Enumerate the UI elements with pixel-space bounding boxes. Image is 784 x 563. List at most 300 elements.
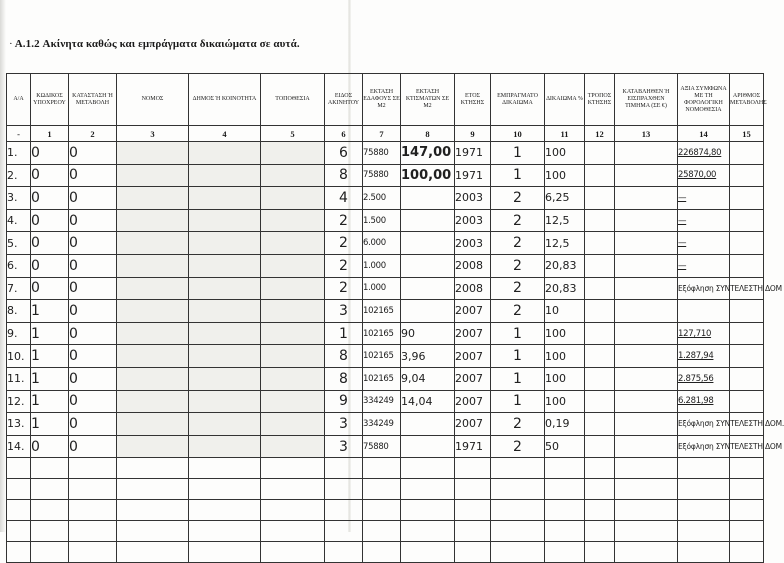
- row-number: 13.: [7, 413, 31, 436]
- municipality-cell: [189, 277, 261, 300]
- column-number: 10: [491, 126, 545, 142]
- prefecture-cell: [117, 254, 189, 277]
- location-cell: [261, 209, 325, 232]
- real-right-cell: 2: [491, 413, 545, 436]
- obligor-code: 0: [31, 164, 69, 187]
- empty-cell: [585, 542, 615, 563]
- empty-cell: [7, 542, 31, 563]
- empty-cell: [678, 542, 730, 563]
- land-area-cell: 102165: [363, 345, 401, 368]
- obligor-code: 1: [31, 345, 69, 368]
- empty-cell: [545, 521, 585, 542]
- empty-cell: [325, 500, 363, 521]
- building-area-cell: [401, 277, 455, 300]
- column-number: 3: [117, 126, 189, 142]
- empty-row: [7, 479, 764, 500]
- table-row: [7, 164, 764, 187]
- empty-cell: [363, 479, 401, 500]
- price-cell: [615, 209, 678, 232]
- acquisition-method-cell: [585, 435, 615, 458]
- price-cell: [615, 390, 678, 413]
- header-row: [7, 74, 764, 126]
- status-cell: 0: [69, 367, 117, 390]
- row-number: 10.: [7, 345, 31, 368]
- empty-cell: [31, 479, 69, 500]
- location-cell: [261, 435, 325, 458]
- column-header: ΔΙΚΑΙΩΜΑ %: [545, 74, 585, 126]
- column-header: ΚΑΤΑΒΛΗΘΕΝ Ή ΕΙΣΠΡΑΧΘΕΝ ΤΙΜΗΜΑ (ΣΕ €): [615, 74, 678, 126]
- empty-cell: [615, 479, 678, 500]
- empty-cell: [69, 500, 117, 521]
- tax-value-cell: 127,710: [678, 322, 730, 345]
- price-cell: [615, 232, 678, 255]
- right-percent-cell: 100: [545, 164, 585, 187]
- column-header: ΤΡΟΠΟΣ ΚΤΗΣΗΣ: [585, 74, 615, 126]
- property-type-cell: 8: [325, 367, 363, 390]
- empty-cell: [69, 542, 117, 563]
- acquisition-year-cell: 2007: [455, 300, 491, 323]
- acquisition-method-cell: [585, 345, 615, 368]
- property-type-cell: 3: [325, 300, 363, 323]
- price-cell: [615, 277, 678, 300]
- property-type-cell: 6: [325, 142, 363, 165]
- price-cell: [615, 345, 678, 368]
- empty-cell: [325, 458, 363, 479]
- column-header: ΑΡΙΘΜΟΣ ΜΕΤΑΒΟΛΗΣ: [730, 74, 764, 126]
- empty-cell: [730, 479, 764, 500]
- empty-cell: [678, 521, 730, 542]
- empty-cell: [7, 479, 31, 500]
- right-percent-cell: 20,83: [545, 254, 585, 277]
- municipality-cell: [189, 254, 261, 277]
- obligor-code: 0: [31, 277, 69, 300]
- real-right-cell: 2: [491, 232, 545, 255]
- empty-row: [7, 542, 764, 563]
- empty-cell: [117, 500, 189, 521]
- land-area-cell: 334249: [363, 390, 401, 413]
- prefecture-cell: [117, 187, 189, 210]
- prefecture-cell: [117, 300, 189, 323]
- change-number-cell: [730, 209, 764, 232]
- price-cell: [615, 435, 678, 458]
- table-row: [7, 413, 764, 436]
- acquisition-year-cell: 1971: [455, 164, 491, 187]
- location-cell: [261, 322, 325, 345]
- acquisition-method-cell: [585, 367, 615, 390]
- acquisition-year-cell: 2008: [455, 277, 491, 300]
- empty-cell: [325, 479, 363, 500]
- empty-cell: [363, 521, 401, 542]
- change-number-cell: [730, 254, 764, 277]
- municipality-cell: [189, 209, 261, 232]
- real-right-cell: 1: [491, 345, 545, 368]
- table-row: [7, 187, 764, 210]
- obligor-code: 1: [31, 322, 69, 345]
- change-number-cell: [730, 164, 764, 187]
- municipality-cell: [189, 322, 261, 345]
- obligor-code: 0: [31, 187, 69, 210]
- row-number: 4.: [7, 209, 31, 232]
- tax-value-cell: 25870,00: [678, 164, 730, 187]
- empty-cell: [545, 479, 585, 500]
- empty-cell: [261, 521, 325, 542]
- empty-cell: [325, 521, 363, 542]
- building-area-cell: 147,00: [401, 142, 455, 165]
- change-number-cell: [730, 300, 764, 323]
- empty-cell: [585, 521, 615, 542]
- empty-cell: [117, 458, 189, 479]
- empty-cell: [401, 521, 455, 542]
- empty-cell: [363, 542, 401, 563]
- location-cell: [261, 232, 325, 255]
- land-area-cell: 1.500: [363, 209, 401, 232]
- empty-cell: [69, 521, 117, 542]
- empty-cell: [545, 542, 585, 563]
- empty-cell: [401, 542, 455, 563]
- property-type-cell: 2: [325, 232, 363, 255]
- status-cell: 0: [69, 142, 117, 165]
- property-type-cell: 2: [325, 277, 363, 300]
- column-number: 11: [545, 126, 585, 142]
- empty-cell: [491, 500, 545, 521]
- tax-value-cell: Εξόφληση ΣΥΝΤΕΛΕΣΤΗ ΔΟΜ: [678, 277, 730, 300]
- building-area-cell: [401, 209, 455, 232]
- status-cell: 0: [69, 413, 117, 436]
- column-number: 15: [730, 126, 764, 142]
- price-cell: [615, 254, 678, 277]
- location-cell: [261, 390, 325, 413]
- right-percent-cell: 100: [545, 345, 585, 368]
- empty-cell: [31, 458, 69, 479]
- municipality-cell: [189, 367, 261, 390]
- property-type-cell: 2: [325, 254, 363, 277]
- empty-cell: [491, 458, 545, 479]
- right-percent-cell: 100: [545, 322, 585, 345]
- municipality-cell: [189, 232, 261, 255]
- acquisition-year-cell: 2003: [455, 209, 491, 232]
- acquisition-year-cell: 2003: [455, 187, 491, 210]
- empty-cell: [615, 542, 678, 563]
- empty-cell: [615, 500, 678, 521]
- municipality-cell: [189, 345, 261, 368]
- empty-cell: [730, 500, 764, 521]
- column-number: 7: [363, 126, 401, 142]
- building-area-cell: 3,96: [401, 345, 455, 368]
- table-row: [7, 254, 764, 277]
- prefecture-cell: [117, 345, 189, 368]
- location-cell: [261, 142, 325, 165]
- obligor-code: 1: [31, 367, 69, 390]
- empty-cell: [117, 521, 189, 542]
- table-row: [7, 232, 764, 255]
- prefecture-cell: [117, 164, 189, 187]
- building-area-cell: 100,00: [401, 164, 455, 187]
- column-number-row: [7, 126, 764, 142]
- column-header: ΤΟΠΟΘΕΣΙΑ: [261, 74, 325, 126]
- empty-cell: [261, 479, 325, 500]
- status-cell: 0: [69, 232, 117, 255]
- tax-value-cell: 2.875,56: [678, 367, 730, 390]
- property-type-cell: 4: [325, 187, 363, 210]
- empty-cell: [730, 458, 764, 479]
- real-right-cell: 1: [491, 367, 545, 390]
- real-right-cell: 2: [491, 209, 545, 232]
- real-right-cell: 1: [491, 322, 545, 345]
- land-area-cell: 2.500: [363, 187, 401, 210]
- property-type-cell: 2: [325, 209, 363, 232]
- acquisition-year-cell: 1971: [455, 435, 491, 458]
- building-area-cell: [401, 413, 455, 436]
- real-right-cell: 2: [491, 277, 545, 300]
- location-cell: [261, 367, 325, 390]
- real-right-cell: 1: [491, 390, 545, 413]
- empty-cell: [491, 521, 545, 542]
- row-number: 5.: [7, 232, 31, 255]
- status-cell: 0: [69, 209, 117, 232]
- empty-cell: [189, 542, 261, 563]
- change-number-cell: [730, 142, 764, 165]
- prefecture-cell: [117, 277, 189, 300]
- empty-cell: [117, 542, 189, 563]
- prefecture-cell: [117, 232, 189, 255]
- empty-cell: [678, 500, 730, 521]
- location-cell: [261, 413, 325, 436]
- empty-cell: [585, 458, 615, 479]
- change-number-cell: [730, 390, 764, 413]
- empty-row: [7, 458, 764, 479]
- tax-value-cell: —: [678, 187, 730, 210]
- empty-row: [7, 521, 764, 542]
- acquisition-year-cell: 2008: [455, 254, 491, 277]
- column-number: 9: [455, 126, 491, 142]
- municipality-cell: [189, 435, 261, 458]
- empty-cell: [730, 542, 764, 563]
- change-number-cell: [730, 367, 764, 390]
- table-row: [7, 142, 764, 165]
- obligor-code: 0: [31, 142, 69, 165]
- column-header: ΑΞΙΑ ΣΥΜΦΩΝΑ ΜΕ ΤΗ ΦΟΡΟΛΟΓΙΚΗ ΝΟΜΟΘΕΣΙΑ: [678, 74, 730, 126]
- status-cell: 0: [69, 187, 117, 210]
- right-percent-cell: 100: [545, 367, 585, 390]
- location-cell: [261, 277, 325, 300]
- tax-value-cell: Εξόφληση ΣΥΝΤΕΛΕΣΤΗ ΔΟΜ.: [678, 413, 730, 436]
- real-right-cell: 2: [491, 187, 545, 210]
- right-percent-cell: 0,19: [545, 413, 585, 436]
- column-header: ΚΩΔΙΚΟΣ ΥΠΟΧΡΕΟΥ: [31, 74, 69, 126]
- tax-value-cell: Εξόφληση ΣΥΝΤΕΛΕΣΤΗ ΔΟΜ: [678, 435, 730, 458]
- column-number: 1: [31, 126, 69, 142]
- title-text: A.1.2 Ακίνητα καθώς και εμπράγματα δικαιώματα σε αυτά.: [14, 38, 300, 50]
- table-row: [7, 322, 764, 345]
- empty-cell: [585, 500, 615, 521]
- building-area-cell: [401, 187, 455, 210]
- right-percent-cell: 6,25: [545, 187, 585, 210]
- acquisition-year-cell: 2007: [455, 345, 491, 368]
- building-area-cell: 90: [401, 322, 455, 345]
- empty-cell: [455, 521, 491, 542]
- column-number: 5: [261, 126, 325, 142]
- empty-cell: [615, 521, 678, 542]
- prefecture-cell: [117, 435, 189, 458]
- acquisition-method-cell: [585, 277, 615, 300]
- column-header: ΕΙΔΟΣ ΑΚΙΝΗΤΟΥ: [325, 74, 363, 126]
- price-cell: [615, 164, 678, 187]
- change-number-cell: [730, 322, 764, 345]
- empty-cell: [401, 479, 455, 500]
- land-area-cell: 6.000: [363, 232, 401, 255]
- right-percent-cell: 100: [545, 142, 585, 165]
- right-percent-cell: 20,83: [545, 277, 585, 300]
- row-number: 1.: [7, 142, 31, 165]
- column-header: ΕΜΠΡΑΓΜΑΤΟ ΔΙΚΑΙΩΜΑ: [491, 74, 545, 126]
- acquisition-year-cell: 2007: [455, 413, 491, 436]
- empty-cell: [69, 458, 117, 479]
- location-cell: [261, 187, 325, 210]
- status-cell: 0: [69, 254, 117, 277]
- column-number: 12: [585, 126, 615, 142]
- empty-cell: [31, 500, 69, 521]
- real-right-cell: 1: [491, 164, 545, 187]
- obligor-code: 0: [31, 209, 69, 232]
- property-type-cell: 8: [325, 164, 363, 187]
- building-area-cell: [401, 254, 455, 277]
- empty-cell: [545, 500, 585, 521]
- row-number: 8.: [7, 300, 31, 323]
- row-number: 3.: [7, 187, 31, 210]
- empty-cell: [455, 479, 491, 500]
- price-cell: [615, 300, 678, 323]
- price-cell: [615, 413, 678, 436]
- empty-cell: [117, 479, 189, 500]
- right-percent-cell: 50: [545, 435, 585, 458]
- location-cell: [261, 300, 325, 323]
- building-area-cell: [401, 300, 455, 323]
- column-header: ΕΚΤΑΣΗ ΚΤΙΣΜΑΤΩΝ ΣΕ Μ2: [401, 74, 455, 126]
- acquisition-year-cell: 2007: [455, 367, 491, 390]
- acquisition-method-cell: [585, 142, 615, 165]
- tax-value-cell: —: [678, 209, 730, 232]
- property-type-cell: 8: [325, 345, 363, 368]
- acquisition-year-cell: 2007: [455, 322, 491, 345]
- prefecture-cell: [117, 367, 189, 390]
- municipality-cell: [189, 300, 261, 323]
- status-cell: 0: [69, 435, 117, 458]
- land-area-cell: 102165: [363, 367, 401, 390]
- empty-cell: [261, 500, 325, 521]
- prefecture-cell: [117, 209, 189, 232]
- right-percent-cell: 10: [545, 300, 585, 323]
- empty-cell: [189, 458, 261, 479]
- obligor-code: 1: [31, 300, 69, 323]
- row-number: 2.: [7, 164, 31, 187]
- price-cell: [615, 142, 678, 165]
- acquisition-method-cell: [585, 413, 615, 436]
- empty-cell: [455, 458, 491, 479]
- prefecture-cell: [117, 142, 189, 165]
- column-number: 4: [189, 126, 261, 142]
- empty-cell: [491, 542, 545, 563]
- section-title: [9, 38, 300, 50]
- change-number-cell: [730, 345, 764, 368]
- empty-cell: [189, 521, 261, 542]
- empty-cell: [678, 479, 730, 500]
- land-area-cell: 75880: [363, 435, 401, 458]
- building-area-cell: [401, 435, 455, 458]
- obligor-code: 1: [31, 413, 69, 436]
- real-right-cell: 1: [491, 142, 545, 165]
- column-header: ΔΗΜΟΣ Ή ΚΟΙΝΟΤΗΤΑ: [189, 74, 261, 126]
- acquisition-year-cell: 1971: [455, 142, 491, 165]
- empty-cell: [545, 458, 585, 479]
- status-cell: 0: [69, 164, 117, 187]
- land-area-cell: 75880: [363, 164, 401, 187]
- change-number-cell: [730, 187, 764, 210]
- empty-cell: [7, 458, 31, 479]
- tax-value-cell: 6.281,98: [678, 390, 730, 413]
- empty-cell: [363, 500, 401, 521]
- column-number: 13: [615, 126, 678, 142]
- empty-cell: [363, 458, 401, 479]
- change-number-cell: [730, 232, 764, 255]
- land-area-cell: 1.000: [363, 254, 401, 277]
- empty-cell: [31, 542, 69, 563]
- empty-row: [7, 500, 764, 521]
- acquisition-year-cell: 2007: [455, 390, 491, 413]
- empty-cell: [69, 479, 117, 500]
- building-area-cell: 9,04: [401, 367, 455, 390]
- column-number: 6: [325, 126, 363, 142]
- row-number: 12.: [7, 390, 31, 413]
- empty-cell: [585, 479, 615, 500]
- empty-cell: [261, 542, 325, 563]
- real-right-cell: 2: [491, 435, 545, 458]
- land-area-cell: 1.000: [363, 277, 401, 300]
- empty-cell: [491, 479, 545, 500]
- table-row: [7, 345, 764, 368]
- obligor-code: 0: [31, 435, 69, 458]
- column-header: ΕΚΤΑΣΗ ΕΔΑΦΟΥΣ ΣΕ Μ2: [363, 74, 401, 126]
- column-number: 8: [401, 126, 455, 142]
- acquisition-method-cell: [585, 322, 615, 345]
- obligor-code: 0: [31, 232, 69, 255]
- price-cell: [615, 322, 678, 345]
- building-area-cell: [401, 232, 455, 255]
- tax-value-cell: 1.287,94: [678, 345, 730, 368]
- table-row: [7, 209, 764, 232]
- column-number: -: [7, 126, 31, 142]
- table-row: [7, 277, 764, 300]
- municipality-cell: [189, 164, 261, 187]
- building-area-cell: 14,04: [401, 390, 455, 413]
- column-number: 14: [678, 126, 730, 142]
- municipality-cell: [189, 390, 261, 413]
- tax-value-cell: 226874,80: [678, 142, 730, 165]
- empty-cell: [615, 458, 678, 479]
- property-type-cell: 1: [325, 322, 363, 345]
- title-marker: ·: [9, 38, 13, 50]
- land-area-cell: 75880: [363, 142, 401, 165]
- status-cell: 0: [69, 277, 117, 300]
- status-cell: 0: [69, 345, 117, 368]
- price-cell: [615, 187, 678, 210]
- price-cell: [615, 367, 678, 390]
- property-table: [6, 73, 784, 563]
- row-number: 14.: [7, 435, 31, 458]
- municipality-cell: [189, 413, 261, 436]
- property-type-cell: 3: [325, 413, 363, 436]
- empty-cell: [455, 500, 491, 521]
- empty-cell: [7, 500, 31, 521]
